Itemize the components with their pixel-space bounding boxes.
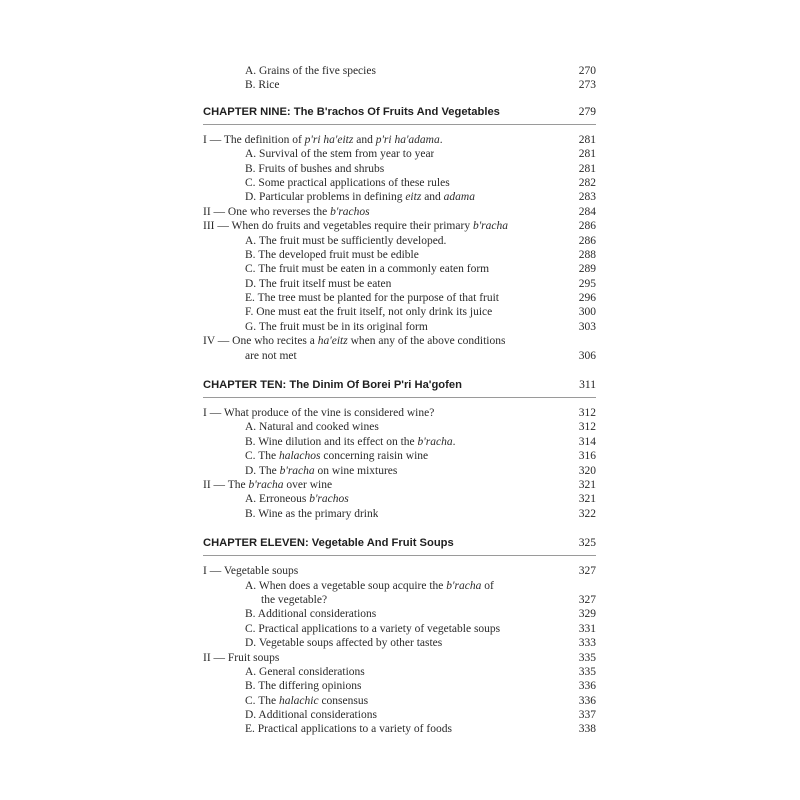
toc-entry (203, 219, 596, 233)
page-number: 270 (578, 65, 596, 77)
toc-entry (203, 679, 596, 693)
entry-text: A. Natural and cooked wines (245, 421, 379, 434)
entry-term: b'racha (417, 435, 453, 448)
entry-title (203, 435, 455, 449)
entry-term: adama (443, 191, 475, 204)
page-number: 325 (578, 537, 596, 550)
entry-text: A. When does a vegetable soup acquire the (245, 579, 447, 592)
entry-text: and (353, 133, 376, 146)
page-number: 279 (578, 105, 596, 118)
toc-entry (203, 334, 596, 348)
page-number: 331 (578, 622, 596, 635)
entry-text: the vegetable? (261, 593, 328, 606)
entry-term: halachos (278, 450, 321, 463)
entry-title (203, 133, 443, 147)
toc-entry (203, 205, 596, 219)
entry-text: B. The differing opinions (245, 680, 362, 693)
toc-entry (203, 320, 596, 334)
toc-entry (203, 162, 596, 176)
entry-term: b'rachos (309, 493, 349, 506)
entry-text: E. Practical applications to a variety of foods (245, 723, 452, 736)
toc-entry (203, 622, 596, 636)
page-number: 327 (578, 565, 596, 578)
entry-text: and (421, 191, 444, 204)
entry-text: B. Rice (245, 79, 280, 92)
page-number: 288 (578, 248, 596, 261)
entry-text: D. Additional considerations (245, 709, 377, 722)
toc-entry (203, 694, 596, 708)
entry-text: A. General considerations (245, 665, 365, 678)
entry-title (203, 593, 327, 607)
entry-text: IV — One who recites a (203, 335, 318, 348)
entry-text: . (439, 133, 443, 146)
entry-text: . (452, 435, 456, 448)
entry-title (203, 248, 419, 262)
toc-entry (203, 579, 596, 593)
entry-text: E. The tree must be planted for the purpose of that fruit (245, 292, 499, 305)
entry-text: B. Additional considerations (245, 608, 377, 621)
entry-title (203, 420, 379, 434)
toc-entry (203, 492, 596, 506)
entry-text: over wine (283, 478, 333, 491)
entry-title (203, 162, 384, 176)
entry-text: C. The (245, 694, 279, 707)
entry-text: are not met (245, 349, 297, 362)
entry-text: II — Fruit soups (203, 651, 280, 664)
page-number: 281 (578, 162, 596, 175)
entry-text: D. The (245, 464, 280, 477)
entry-title (203, 564, 298, 578)
entry-text: C. The (245, 450, 279, 463)
chapter-rule (203, 124, 596, 125)
toc-entry (203, 277, 596, 291)
page-number: 311 (579, 379, 596, 392)
entry-text: on wine mixtures (314, 464, 398, 477)
entry-term: eitz (405, 191, 422, 204)
entry-text: B. The developed fruit must be edible (245, 248, 419, 261)
entry-title (203, 722, 452, 736)
entry-text: when any of the above conditions (347, 335, 506, 348)
page-number: 295 (578, 277, 596, 290)
chapter-heading (203, 379, 596, 391)
entry-title (203, 449, 428, 463)
toc-entry (203, 234, 596, 248)
page-number: 335 (578, 651, 596, 664)
entry-title (203, 334, 505, 348)
entry-text: A. The fruit must be sufficiently developed. (245, 234, 447, 247)
entry-title (203, 147, 434, 161)
entry-title (203, 234, 446, 248)
entry-title (203, 651, 279, 665)
toc-entry (203, 636, 596, 650)
entry-term: halachic (278, 694, 319, 707)
entry-term: b'rachos (330, 205, 370, 218)
entry-term: b'racha (279, 464, 315, 477)
toc-entry (203, 248, 596, 262)
toc-entry (203, 420, 596, 434)
toc-entry (203, 190, 596, 204)
entry-text: A. Erroneous (245, 493, 310, 506)
entry-title (203, 349, 297, 363)
entry-title (203, 205, 370, 219)
toc-entry (203, 78, 596, 92)
chapter-rule (203, 397, 596, 398)
entry-title (203, 622, 500, 636)
toc-entry (203, 262, 596, 276)
page-number: 320 (578, 464, 596, 477)
page-number: 296 (578, 292, 596, 305)
entry-term: b'racha (446, 579, 482, 592)
toc-entry (203, 708, 596, 722)
entry-text: I — The definition of (203, 133, 305, 146)
entry-text: I — Vegetable soups (203, 565, 299, 578)
toc-entry (203, 593, 596, 607)
entry-term: p'ri ha'adama (375, 133, 440, 146)
page-number: 303 (578, 320, 596, 333)
entry-title (203, 320, 428, 334)
chapter-title: CHAPTER TEN: The Dinim Of Borei P'ri Ha'gofen (203, 379, 462, 392)
entry-text: consensus (318, 694, 369, 707)
entry-text: B. Wine as the primary drink (245, 507, 379, 520)
page-number: 336 (578, 680, 596, 693)
entry-title (203, 694, 368, 708)
page-number: 283 (578, 191, 596, 204)
entry-text: C. Some practical applications of these rules (245, 176, 450, 189)
chapter-heading (203, 537, 596, 549)
entry-title (203, 219, 508, 233)
page-number: 321 (578, 493, 596, 506)
toc-entry (203, 291, 596, 305)
entry-title (203, 262, 489, 276)
entry-text: II — The (203, 478, 249, 491)
toc-entry (203, 64, 596, 78)
page-number: 314 (578, 435, 596, 448)
toc-entry (203, 722, 596, 736)
toc-entry (203, 478, 596, 492)
entry-text: F. One must eat the fruit itself, not only drink its juice (245, 306, 493, 319)
page-number: 327 (578, 593, 596, 606)
page-number: 306 (578, 349, 596, 362)
page-number: 333 (578, 637, 596, 650)
chapter-title: CHAPTER ELEVEN: Vegetable And Fruit Soups (203, 537, 454, 550)
entry-title (203, 492, 349, 506)
page-number: 286 (578, 234, 596, 247)
entry-text: G. The fruit must be in its original form (245, 320, 428, 333)
page-number: 284 (578, 205, 596, 218)
entry-title (203, 507, 378, 521)
toc-entry (203, 133, 596, 147)
entry-text: II — One who reverses the (203, 205, 331, 218)
page-number: 289 (578, 263, 596, 276)
entry-text: C. The fruit must be eaten in a commonly eaten form (245, 263, 490, 276)
entry-title (203, 64, 376, 78)
entry-title (203, 277, 391, 291)
page-number: 281 (578, 133, 596, 146)
entry-text: B. Wine dilution and its effect on the (245, 435, 418, 448)
page-number: 321 (578, 478, 596, 491)
entry-title (203, 579, 494, 593)
entry-text: D. The fruit itself must be eaten (245, 277, 392, 290)
entry-term: p'ri ha'eitz (304, 133, 354, 146)
chapter-rule (203, 555, 596, 556)
entry-title (203, 636, 442, 650)
table-of-contents (203, 64, 596, 737)
page-number: 282 (578, 176, 596, 189)
page-number: 273 (578, 79, 596, 92)
page-number: 335 (578, 665, 596, 678)
entry-text: D. Particular problems in defining (245, 191, 406, 204)
page-number: 316 (578, 450, 596, 463)
chapter-title: CHAPTER NINE: The B'rachos Of Fruits And Vegetables (203, 105, 500, 118)
entry-title (203, 176, 450, 190)
toc-entry (203, 406, 596, 420)
entry-term: b'racha (472, 220, 508, 233)
toc-entry (203, 564, 596, 578)
entry-text: C. Practical applications to a variety of vegetable soups (245, 622, 501, 635)
entry-title (203, 679, 361, 693)
toc-entry (203, 449, 596, 463)
entry-text: concerning raisin wine (320, 450, 429, 463)
toc-entry (203, 607, 596, 621)
entry-text: I — What produce of the vine is considered wine? (203, 407, 435, 420)
toc-entry (203, 147, 596, 161)
entry-title (203, 708, 377, 722)
toc-entry (203, 464, 596, 478)
entry-text: D. Vegetable soups affected by other tastes (245, 637, 443, 650)
page-number: 281 (578, 148, 596, 161)
entry-term: b'racha (248, 478, 284, 491)
page-number: 286 (578, 220, 596, 233)
toc-entry (203, 176, 596, 190)
entry-title (203, 305, 492, 319)
entry-title (203, 665, 365, 679)
page-number: 322 (578, 507, 596, 520)
entry-term: ha'eitz (317, 335, 348, 348)
entry-title (203, 607, 376, 621)
page-number: 312 (578, 421, 596, 434)
entry-title (203, 478, 332, 492)
entry-title (203, 464, 397, 478)
entry-title (203, 78, 280, 92)
toc-entry (203, 507, 596, 521)
page-number: 300 (578, 306, 596, 319)
chapter-heading (203, 106, 596, 118)
entry-text: of (481, 579, 494, 592)
page-number: 338 (578, 723, 596, 736)
toc-entry (203, 349, 596, 363)
toc-entry (203, 305, 596, 319)
toc-entry (203, 665, 596, 679)
entry-text: A. Grains of the five species (245, 65, 376, 77)
entry-title (203, 406, 434, 420)
entry-title (203, 190, 475, 204)
page-number: 329 (578, 608, 596, 621)
entry-text: III — When do fruits and vegetables require their primary (203, 220, 473, 233)
toc-entry (203, 435, 596, 449)
entry-text: A. Survival of the stem from year to year (245, 148, 435, 161)
page-number: 337 (578, 709, 596, 722)
page-number: 336 (578, 694, 596, 707)
page-number: 312 (578, 407, 596, 420)
entry-title (203, 291, 499, 305)
toc-entry (203, 651, 596, 665)
entry-text: B. Fruits of bushes and shrubs (245, 162, 385, 175)
